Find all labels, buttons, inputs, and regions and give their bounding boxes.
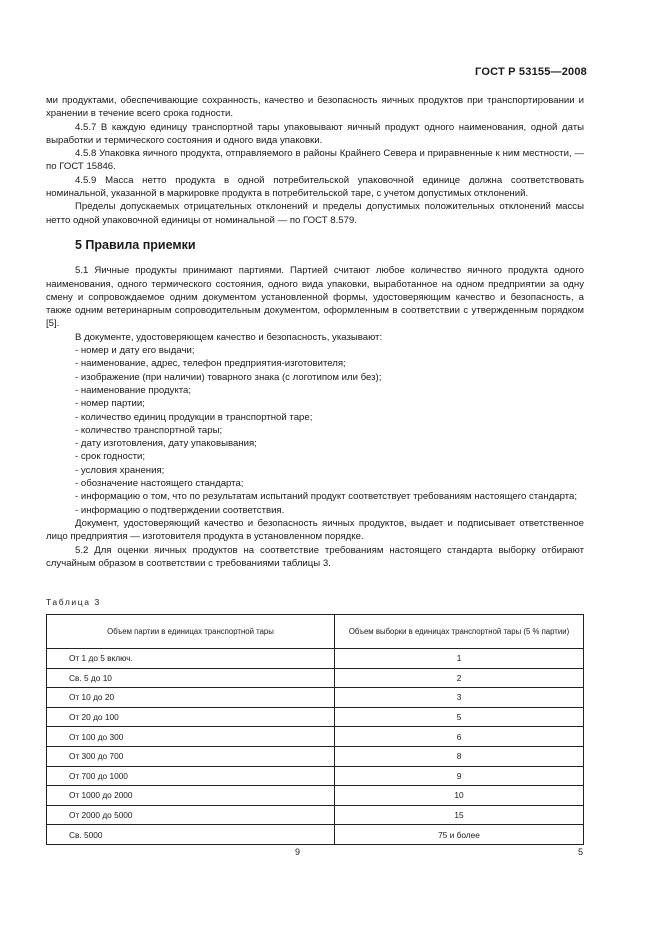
sample-size-cell: 15 [335, 805, 584, 825]
table-row [47, 766, 584, 786]
table-header-row [47, 615, 584, 649]
sample-size-cell: 75 и более [335, 825, 584, 845]
paragraph: 4.5.9 Масса нетто продукта в одной потребительской упаковочной единице должна соответствовать номинальной, указанной в маркировке продукта в потребительской таре, с учетом допустимых отклонений. [46, 174, 584, 200]
paragraph: - срок годности; [75, 451, 146, 463]
paragraph: - наименование, адрес, телефон предприятия-изготовителя; [75, 358, 346, 370]
sample-size-cell: 8 [335, 746, 584, 766]
page-number-center: 9 [295, 847, 301, 857]
sample-size-cell: 10 [335, 786, 584, 806]
sample-size-table [46, 614, 584, 845]
sample-size-cell: 9 [335, 766, 584, 786]
sample-size-cell: 3 [335, 688, 584, 708]
table-row [47, 746, 584, 766]
body-text [46, 94, 584, 570]
sample-size-cell: 5 [335, 707, 584, 727]
table-row [47, 805, 584, 825]
paragraph: - изображение (при наличии) товарного знака (с логотипом или без); [75, 371, 382, 383]
lot-size-cell: От 2000 до 5000 [47, 805, 335, 825]
paragraph: В документе, удостоверяющем качество и безопасность, указывают: [75, 331, 383, 343]
lot-size-cell: От 300 до 700 [47, 746, 335, 766]
table-caption: Таблица 3 [46, 597, 101, 607]
paragraph: - наименование продукта; [75, 384, 192, 396]
table-row [47, 688, 584, 708]
paragraph: 5.2 Для оценки яичных продуктов на соответствие требованиям настоящего стандарта выборку отбирают случайным образом в соответствии с требованиями таблицы 3. [46, 544, 584, 569]
section-title: 5 Правила приемки [75, 237, 196, 252]
sample-size-cell: 1 [335, 649, 584, 669]
table-row [47, 727, 584, 747]
column-header: Объем партии в единицах транспортной тары [47, 615, 335, 649]
paragraph: - условия хранения; [75, 464, 165, 476]
paragraph: 5.1 Яичные продукты принимают партиями. Партией считают любое количество яичного продукта одного наименования, одного термического состояния, одного вида упаковки, выработанное на одном предприятии за одну смену и сопровождаемое одним документом установленной формы, удостоверяющим качество и безопасность, а также одним ветеринарным сопроводительным документом, оформленным в соответствии с утвержденным порядком [5]. [46, 265, 584, 330]
paragraph: - информацию о подтверждении соответствия. [75, 504, 285, 516]
paragraph: - дату изготовления, дату упаковывания; [75, 438, 257, 450]
column-header: Объем выборки в единицах транспортной тары (5 % партии) [335, 615, 584, 649]
page-number-right: 5 [577, 847, 583, 857]
table-row [47, 825, 584, 845]
sample-size-cell: 6 [335, 727, 584, 747]
paragraph: - количество единиц продукции в транспортной таре; [75, 411, 313, 423]
paragraph: - номер и дату его выдачи; [75, 345, 195, 357]
lot-size-cell: От 100 до 300 [47, 727, 335, 747]
paragraphs-after [46, 264, 584, 570]
paragraph: - обозначение настоящего стандарта; [75, 478, 244, 490]
paragraph: Пределы допускаемых отрицательных отклонений и пределы допустимых положительных отклонений массы нетто одной упаковочной единицы от номинальной — по ГОСТ 8.579. [46, 201, 584, 226]
sample-size-cell: 2 [335, 668, 584, 688]
paragraph: - количество транспортной тары; [75, 424, 223, 436]
paragraph: - информацию о том, что по результатам испытаний продукт соответствует требованиям настоящего стандарта; [75, 491, 578, 503]
paragraph: Документ, удостоверяющий качество и безопасность яичных продуктов, выдает и подписывает ответственное лицо предприятия — изготовителя продукта в установленном порядке. [46, 517, 584, 543]
lot-size-cell: От 1 до 5 включ. [47, 649, 335, 669]
paragraph: - номер партии; [75, 398, 145, 410]
paragraph: 4.5.8 Упаковка яичного продукта, отправляемого в районы Крайнего Севера и приравненные к ним местности, — по ГОСТ 15846. [46, 148, 584, 173]
table-row [47, 668, 584, 688]
paragraph: 4.5.7 В каждую единицу транспортной тары упаковывают яичный продукт одного наименования, одной даты выработки и термического состояния и одного вида упаковки. [46, 121, 584, 146]
paragraphs-before [46, 94, 584, 227]
table-row [47, 786, 584, 806]
document-header: ГОСТ Р 53155—2008 [475, 66, 587, 78]
table-row [47, 707, 584, 727]
paragraph: ми продуктами, обеспечивающие сохранность, качество и безопасность яичных продуктов при транспортировании и хранении в течение всего срока годности. [46, 95, 584, 120]
lot-size-cell: От 20 до 100 [47, 707, 335, 727]
lot-size-cell: Св. 5000 [47, 825, 335, 845]
lot-size-cell: От 1000 до 2000 [47, 786, 335, 806]
lot-size-cell: От 10 до 20 [47, 688, 335, 708]
lot-size-cell: Св. 5 до 10 [47, 668, 335, 688]
table-row [47, 649, 584, 669]
lot-size-cell: От 700 до 1000 [47, 766, 335, 786]
